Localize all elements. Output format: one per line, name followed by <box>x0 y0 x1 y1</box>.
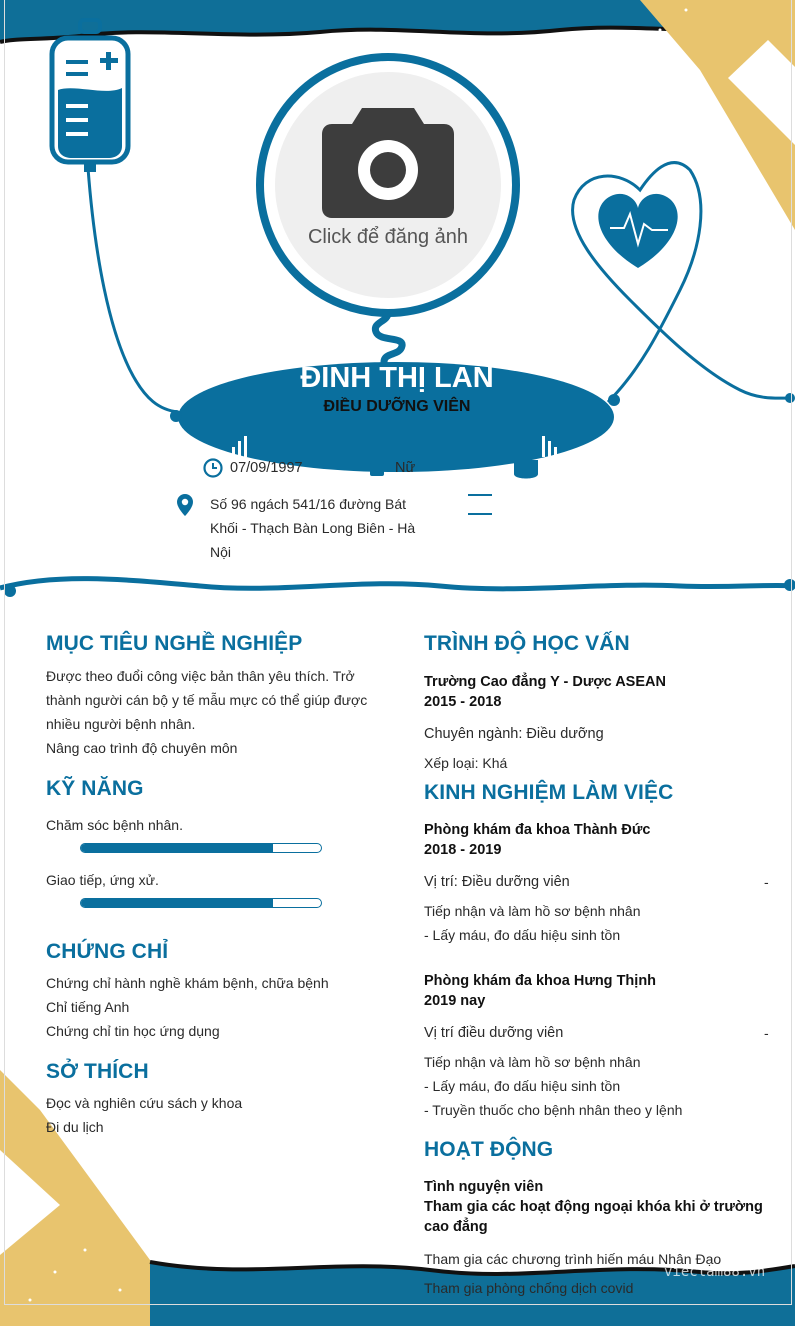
activities-title: HOẠT ĐỘNG <box>424 1138 554 1161</box>
job-2-task-2: - Lấy máu, đo dấu hiệu sinh tồn <box>424 1078 621 1094</box>
skills-title: KỸ NĂNG <box>46 777 144 800</box>
job-2-years: 2019 nay <box>424 993 486 1009</box>
education-years: 2015 - 2018 <box>424 694 502 710</box>
skill-label-1: Chăm sóc bệnh nhân. <box>46 817 183 833</box>
skill-label-2: Giao tiếp, ứng xử. <box>46 872 159 888</box>
clock-icon <box>203 458 223 478</box>
skill-bar-2 <box>80 898 322 908</box>
birthday: 07/09/1997 <box>230 460 303 476</box>
certificate-item-1: Chứng chỉ hành nghề khám bệnh, chữa bệnh <box>46 975 329 991</box>
gender: Nữ <box>395 460 416 476</box>
certificate-item-2: Chỉ tiếng Anh <box>46 999 130 1015</box>
job-2-dash: - <box>764 1025 769 1041</box>
location-pin-icon <box>176 493 194 517</box>
hobby-item-2: Đi du lịch <box>46 1119 104 1135</box>
job-2-task-1: Tiếp nhận và làm hồ sơ bệnh nhân <box>424 1054 641 1070</box>
experience-title: KINH NGHIỆM LÀM VIỆC <box>424 781 674 804</box>
address-line-1: Số 96 ngách 541/16 đường Bát <box>210 496 407 512</box>
camera-icon <box>320 102 456 220</box>
education-title: TRÌNH ĐỘ HỌC VẤN <box>424 632 630 655</box>
objective-title: MỤC TIÊU NGHỀ NGHIỆP <box>46 632 303 655</box>
iv-bag-icon <box>44 18 136 174</box>
skill-bar-fill-1 <box>81 844 273 852</box>
activity-desc-line-2: cao đẳng <box>424 1219 488 1235</box>
hobbies-title: SỞ THÍCH <box>46 1060 149 1083</box>
skill-bar-1 <box>80 843 322 853</box>
candidate-name: ĐINH THỊ LAN <box>300 362 494 394</box>
photo-upload-label: Click để đăng ảnh <box>307 226 469 248</box>
job-1-company: Phòng khám đa khoa Thành Đức <box>424 822 651 838</box>
certificate-item-3: Chứng chỉ tin học ứng dụng <box>46 1023 220 1039</box>
activity-item-2: Tham gia phòng chống dịch covid <box>424 1280 634 1296</box>
job-2-position: Vị trí điều dưỡng viên <box>424 1025 564 1041</box>
activity-role: Tình nguyện viên <box>424 1179 544 1195</box>
address-line-3: Nội <box>210 544 232 560</box>
objective-line-2: thành người cán bộ y tế mẫu mực có thể giúp được <box>46 692 368 708</box>
education-school: Trường Cao đẳng Y - Dược ASEAN <box>424 674 666 690</box>
job-2-company: Phòng khám đa khoa Hưng Thịnh <box>424 973 657 989</box>
objective-line-4: Nâng cao trình độ chuyên môn <box>46 740 238 756</box>
job-1-task-2: - Lấy máu, đo dấu hiệu sinh tồn <box>424 927 621 943</box>
photo-upload[interactable] <box>275 72 501 298</box>
hobby-item-1: Đọc và nghiên cứu sách y khoa <box>46 1095 243 1111</box>
job-2-task-3: - Truyền thuốc cho bệnh nhân theo y lệnh <box>424 1102 683 1118</box>
job-1-dash: - <box>764 874 769 890</box>
address-line-2: Khối - Thạch Bàn Long Biên - Hà <box>210 520 416 536</box>
activity-item-1: Tham gia các chương trình hiến máu Nhân Đạo <box>424 1251 722 1267</box>
education-major: Chuyên ngành: Điều dưỡng <box>424 726 604 742</box>
watermark: vieclam88.vn <box>664 1264 766 1280</box>
certificates-title: CHỨNG CHỈ <box>46 940 169 963</box>
education-rank: Xếp loại: Khá <box>424 755 508 771</box>
job-1-task-1: Tiếp nhận và làm hồ sơ bệnh nhân <box>424 903 641 919</box>
activity-desc-line-1: Tham gia các hoạt động ngoại khóa khi ở trường <box>424 1199 763 1215</box>
job-1-years: 2018 - 2019 <box>424 842 502 858</box>
job-1-position: Vị trí: Điều dưỡng viên <box>424 874 570 890</box>
skill-bar-fill-2 <box>81 899 273 907</box>
job-title: ĐIỀU DƯỠNG VIÊN <box>323 398 471 415</box>
objective-line-1: Được theo đuổi công việc bản thân yêu thích. Trở <box>46 668 355 684</box>
objective-line-3: nhiều người bệnh nhân. <box>46 716 196 732</box>
